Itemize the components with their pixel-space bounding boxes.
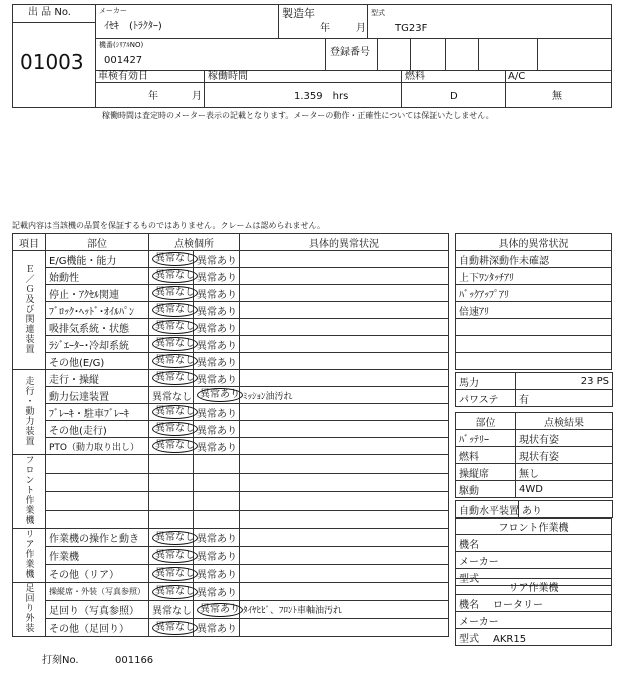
table-row: [13, 268, 449, 285]
row-part: ﾌﾞﾛｯｸ･ﾍｯﾄﾞ･ｵｲﾙﾊﾟﾝ: [46, 302, 149, 319]
leveler-label: 自動水平装置: [456, 501, 519, 518]
status-abnormal-text: 異常あり: [197, 272, 237, 284]
table-row: [13, 565, 449, 583]
spec-label: 駆動: [456, 481, 516, 498]
front-model-label: 型式: [456, 569, 612, 586]
status-normal: [149, 268, 194, 285]
table-row: [13, 302, 449, 319]
lot-label: 出 品 No.: [28, 7, 71, 18]
model-value: TG23F: [395, 23, 428, 34]
status-abnormal-text: 異常あり: [197, 374, 237, 386]
row-part: その他（足回り）: [46, 619, 149, 637]
table-row: [13, 619, 449, 637]
front-attach-title: フロント作業機: [456, 519, 612, 535]
status-normal-text: 異常なし: [152, 371, 198, 385]
status-abnormal: [194, 336, 240, 353]
rear-name-label: 機名: [459, 599, 479, 611]
serial-label: 機番(ｼﾘｱﾙNO): [99, 41, 144, 49]
row-detail: [240, 319, 449, 336]
row-part: 停止・ｱｸｾﾙ関連: [46, 285, 149, 302]
status-abnormal: [194, 421, 240, 438]
month-unit: 月: [356, 23, 366, 34]
reg-label: 登録番号: [330, 47, 370, 58]
year-label: 製造年: [282, 7, 315, 20]
row-part: 作業機: [46, 547, 149, 565]
status-abnormal-text: 異常あり: [197, 552, 237, 563]
table-row: [13, 421, 449, 438]
status-normal: [149, 619, 194, 637]
table-row: [13, 353, 449, 370]
status-abnormal-text: 異常あり: [197, 570, 237, 581]
row-part: 始動性: [46, 268, 149, 285]
status-normal: [149, 565, 194, 583]
right-issue: 倍速ｱﾘ: [456, 302, 612, 319]
status-abnormal-text: 異常あり: [197, 603, 243, 617]
spec-part-header: 部位: [456, 413, 516, 430]
rear-attach-table: [455, 578, 612, 646]
row-part: 吸排気系統・状態: [46, 319, 149, 336]
row-detail: [240, 251, 449, 268]
row-part: 動力伝達装置: [46, 387, 149, 404]
hours-label: 稼働時間: [208, 71, 248, 82]
row-detail: [240, 353, 449, 370]
row-part: その他(走行): [46, 421, 149, 438]
row-detail: [240, 547, 449, 565]
row-detail: [240, 565, 449, 583]
status-normal-text: 異常なし: [152, 269, 198, 283]
table-row: [13, 473, 449, 492]
hours-value: 1.359 hrs: [294, 91, 349, 102]
quality-note: 記載内容は当該機の品質を保証するものではありません。クレームは認められません。: [12, 221, 325, 230]
status-normal: [149, 285, 194, 302]
spec-label: 操縦席: [456, 464, 516, 481]
status-normal-text: 異常なし: [152, 531, 198, 545]
status-abnormal: [194, 370, 240, 387]
status-abnormal-text: 異常あり: [197, 624, 237, 635]
table-row: [13, 251, 449, 268]
hours-note: 稼働時間は査定時のメーター表示の記載となります。メーターの動作・正確性については保証いたしません。: [102, 111, 494, 120]
status-abnormal: [194, 387, 240, 404]
status-normal-text: 異常なし: [152, 621, 198, 635]
status-normal-text: 異常なし: [152, 337, 198, 351]
spec-result-header: 点検結果: [516, 413, 613, 430]
row-detail: ﾐｯｼｮﾝ油汚れ: [240, 387, 449, 404]
row-detail: [240, 302, 449, 319]
status-normal-text: 異常なし: [152, 549, 198, 563]
status-normal: [149, 529, 194, 547]
inspect-year: 年: [148, 91, 158, 102]
row-detail: ﾀｲﾔﾋﾋﾞ、ﾌﾛﾝﾄ車軸油汚れ: [240, 601, 449, 619]
status-abnormal: [194, 601, 240, 619]
status-normal: [149, 319, 194, 336]
status-normal: [149, 438, 194, 455]
rear-model-label: 型式: [459, 633, 479, 645]
table-row: [13, 510, 449, 529]
status-normal-text: 異常なし: [152, 286, 198, 300]
right-issues-table: [455, 233, 612, 370]
table-row: [13, 336, 449, 353]
status-abnormal: [194, 565, 240, 583]
inspect-label: 車検有効日: [98, 71, 148, 82]
col-part: 部位: [46, 234, 149, 251]
table-row: [13, 529, 449, 547]
section-rear-label: リア作業機: [23, 529, 34, 579]
leveler-value: あり: [519, 501, 613, 518]
section-engine: [13, 251, 46, 370]
fuel-label: 燃料: [405, 71, 425, 82]
status-abnormal: [194, 619, 240, 637]
status-normal-text: 異常なし: [152, 320, 198, 334]
specs-table: [455, 372, 613, 498]
row-detail: [240, 421, 449, 438]
status-abnormal: [194, 547, 240, 565]
table-row: [13, 319, 449, 336]
leveler-table: [455, 500, 613, 518]
table-row: [13, 370, 449, 387]
section-drive: [13, 370, 46, 455]
status-normal-text: 異常なし: [152, 439, 198, 453]
table-row: [13, 601, 449, 619]
spec-value: 現状有姿: [516, 447, 613, 464]
status-normal: [149, 370, 194, 387]
fuel-value: D: [450, 91, 458, 102]
ps-value: 有: [516, 390, 613, 407]
status-abnormal-text: 異常あり: [197, 306, 237, 318]
row-part: 足回り（写真参照）: [46, 601, 149, 619]
row-part: 走行・操縦: [46, 370, 149, 387]
status-normal: [149, 583, 194, 601]
status-abnormal: [194, 353, 240, 370]
status-abnormal-text: 異常あり: [197, 323, 237, 335]
status-normal-text: 異常なし: [152, 354, 198, 368]
status-normal: [149, 547, 194, 565]
lot-number: 01003: [20, 50, 84, 74]
table-row: [13, 547, 449, 565]
col-detail: 具体的異常状況: [240, 234, 449, 251]
table-row: [13, 387, 449, 404]
status-abnormal: [194, 583, 240, 601]
row-part: PTO（動力取り出し）: [46, 438, 149, 455]
row-part: ﾗｼﾞｴｰﾀｰ･冷却系統: [46, 336, 149, 353]
section-rear: [13, 529, 46, 583]
power-value: 23 PS: [516, 373, 613, 390]
ac-label: A/C: [508, 71, 526, 82]
row-detail: [240, 370, 449, 387]
inspect-month: 月: [192, 91, 202, 102]
status-abnormal-text: 異常あり: [197, 255, 237, 267]
status-abnormal-text: 異常あり: [197, 289, 237, 301]
row-detail: [240, 438, 449, 455]
status-abnormal: [194, 302, 240, 319]
rear-maker-label: メーカー: [456, 612, 612, 629]
status-normal: [149, 421, 194, 438]
status-abnormal-text: 異常あり: [197, 588, 237, 599]
section-front-label: フロント作業機: [23, 455, 34, 525]
ps-label: パワステ: [456, 390, 516, 407]
status-abnormal-text: 異常あり: [197, 388, 243, 402]
spec-value: 無し: [516, 464, 613, 481]
status-normal: [149, 251, 194, 268]
maker-label: メーカー: [99, 7, 127, 15]
status-normal-text: 異常なし: [152, 585, 198, 599]
row-part: その他（リア）: [46, 565, 149, 583]
status-normal-text: 異常なし: [152, 422, 198, 436]
status-normal: [149, 387, 194, 404]
table-row: [13, 583, 449, 601]
row-detail: [240, 619, 449, 637]
front-attach-table: [455, 518, 612, 586]
stamp-number: 001166: [115, 655, 154, 666]
status-normal: [149, 302, 194, 319]
status-abnormal-text: 異常あり: [197, 442, 237, 454]
col-item: 項目: [13, 234, 46, 251]
year-unit: 年: [320, 23, 330, 34]
model-label: 型式: [371, 9, 385, 17]
status-abnormal: [194, 319, 240, 336]
row-part: その他(E/G): [46, 353, 149, 370]
status-abnormal: [194, 438, 240, 455]
section-front: [13, 455, 46, 529]
row-detail: [240, 285, 449, 302]
status-abnormal-text: 異常あり: [197, 408, 237, 420]
right-issues-header: 具体的異常状況: [456, 234, 612, 251]
col-check: 点検個所: [149, 234, 240, 251]
status-normal-text: 異常なし: [152, 606, 192, 617]
table-row: [13, 438, 449, 455]
maker-value: ｲｾｷ (ﾄﾗｸﾀｰ): [104, 21, 162, 32]
status-normal-text: 異常なし: [152, 303, 198, 317]
status-abnormal: [194, 285, 240, 302]
table-row: [13, 285, 449, 302]
spec-value: 現状有姿: [516, 430, 613, 447]
stamp-label: 打刻No.: [42, 655, 79, 666]
status-abnormal-text: 異常あり: [197, 534, 237, 545]
spec-label: ﾊﾞｯﾃﾘｰ: [456, 430, 516, 447]
front-name-label: 機名: [456, 535, 612, 552]
row-part: E/G機能・能力: [46, 251, 149, 268]
row-detail: [240, 336, 449, 353]
status-normal-text: 異常なし: [152, 391, 192, 403]
row-part: 作業機の操作と動き: [46, 529, 149, 547]
section-foot: [13, 583, 46, 637]
section-engine-label: Ｅ／Ｇ及び関連装置: [23, 263, 34, 354]
ac-value: 無: [552, 91, 562, 102]
spec-label: 燃料: [456, 447, 516, 464]
status-normal-text: 異常なし: [152, 252, 198, 266]
rear-model-value: AKR15: [493, 633, 527, 645]
status-abnormal: [194, 404, 240, 421]
rear-name-value: ロータリー: [493, 599, 543, 611]
power-label: 馬力: [456, 373, 516, 390]
inspection-table: [12, 233, 449, 637]
front-maker-label: メーカー: [456, 552, 612, 569]
status-normal-text: 異常なし: [152, 405, 198, 419]
status-normal: [149, 336, 194, 353]
right-issue: ﾊﾞｯｸｱｯﾌﾟｱﾘ: [456, 285, 612, 302]
section-drive-label: 走行・動力装置: [23, 375, 34, 446]
status-abnormal: [194, 268, 240, 285]
status-normal: [149, 404, 194, 421]
table-row: [13, 492, 449, 511]
right-issue: 上下ﾜﾝﾀｯﾁｱﾘ: [456, 268, 612, 285]
row-detail: [240, 404, 449, 421]
row-part: 操縦席・外装（写真参照）: [46, 583, 149, 601]
right-issue: 自動耕深動作未確認: [456, 251, 612, 268]
spec-value: 4WD: [516, 481, 613, 498]
status-abnormal: [194, 251, 240, 268]
status-abnormal-text: 異常あり: [197, 357, 237, 369]
row-detail: [240, 583, 449, 601]
section-foot-label: 足回り外装: [23, 583, 34, 633]
row-detail: [240, 268, 449, 285]
status-abnormal: [194, 529, 240, 547]
status-normal: [149, 353, 194, 370]
rear-attach-title: リア作業機: [456, 579, 612, 595]
status-normal-text: 異常なし: [152, 567, 198, 581]
status-abnormal-text: 異常あり: [197, 340, 237, 352]
status-abnormal-text: 異常あり: [197, 425, 237, 437]
table-row: [13, 404, 449, 421]
status-normal: [149, 601, 194, 619]
row-detail: [240, 529, 449, 547]
table-row: [13, 455, 449, 474]
serial-value: 001427: [104, 55, 143, 66]
row-part: ﾌﾞﾚｰｷ・駐車ﾌﾞﾚｰｷ: [46, 404, 149, 421]
